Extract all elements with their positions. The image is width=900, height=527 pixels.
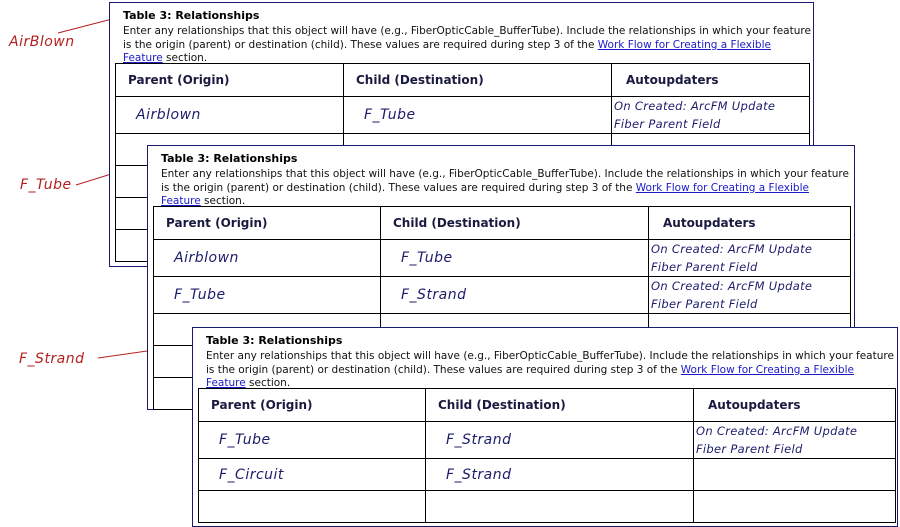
child-cell[interactable] <box>426 491 694 523</box>
description-text: Enter any relationships that this object will have (e.g., FiberOpticCable_BufferTube). Include the relationships in which your feature is the origin (parent) or destination (child). These values are required during step 3 of the <box>206 350 894 376</box>
autoupdater-cell[interactable] <box>694 422 896 459</box>
table-row <box>199 422 896 459</box>
child-header: Child (Destination) <box>344 64 612 97</box>
table-row <box>154 277 851 314</box>
autoupdaters-header: Autoupdaters <box>612 64 810 97</box>
autoupdater-line: Fiber Parent Field <box>696 442 803 456</box>
autoupdater-line: Fiber Parent Field <box>651 297 758 311</box>
relationships-card-f-strand <box>192 327 898 527</box>
parent-cell[interactable]: F_Tube <box>154 277 381 314</box>
child-cell[interactable]: F_Tube <box>381 240 649 277</box>
child-cell[interactable]: F_Strand <box>381 277 649 314</box>
autoupdater-line: Fiber Parent Field <box>614 117 721 131</box>
autoupdater-cell[interactable] <box>649 240 851 277</box>
parent-header: Parent (Origin) <box>154 207 381 240</box>
table-row <box>116 97 810 134</box>
parent-header: Parent (Origin) <box>116 64 344 97</box>
autoupdater-line: On Created: ArcFM Update <box>614 99 776 113</box>
parent-cell[interactable]: Airblown <box>154 240 381 277</box>
parent-cell[interactable]: Airblown <box>116 97 344 134</box>
annotation-airblown: AirBlown <box>9 34 75 50</box>
autoupdater-line: On Created: ArcFM Update <box>696 424 858 438</box>
parent-cell[interactable] <box>199 491 426 523</box>
card-title: Table 3: Relationships <box>206 334 343 347</box>
child-header: Child (Destination) <box>426 389 694 422</box>
autoupdater-line: Fiber Parent Field <box>651 260 758 274</box>
autoupdaters-header: Autoupdaters <box>649 207 851 240</box>
autoupdater-cell[interactable] <box>694 491 896 523</box>
description-text-end: section. <box>245 377 291 389</box>
description-text: Enter any relationships that this object will have (e.g., FiberOpticCable_BufferTube). Include the relationships in which your feature is the origin (parent) or destination (child). These values are required during step 3 of the <box>161 168 849 194</box>
relationships-table <box>198 388 896 523</box>
table-row <box>154 240 851 277</box>
airblown-leader <box>58 18 116 33</box>
description-text-end: section. <box>200 195 246 207</box>
description-text-end: section. <box>162 52 208 64</box>
table-row <box>199 459 896 491</box>
autoupdater-line: On Created: ArcFM Update <box>651 242 813 256</box>
card-title: Table 3: Relationships <box>123 9 260 22</box>
autoupdater-cell[interactable] <box>694 459 896 491</box>
header-row <box>116 64 810 97</box>
card-description <box>206 350 896 391</box>
autoupdater-cell[interactable] <box>649 277 851 314</box>
autoupdater-cell[interactable] <box>612 97 810 134</box>
workflow-link[interactable]: Work Flow for Creating a Flexible Feature <box>161 181 809 207</box>
child-header: Child (Destination) <box>381 207 649 240</box>
workflow-link[interactable]: Work Flow for Creating a Flexible Feature <box>123 38 771 64</box>
child-cell[interactable]: F_Strand <box>426 459 694 491</box>
autoupdater-line: On Created: ArcFM Update <box>651 279 813 293</box>
annotation-f-tube: F_Tube <box>20 177 72 193</box>
header-row <box>154 207 851 240</box>
workflow-link[interactable]: Work Flow for Creating a Flexible Feature <box>206 363 854 389</box>
annotation-f-strand: F_Strand <box>19 351 85 367</box>
parent-header: Parent (Origin) <box>199 389 426 422</box>
autoupdaters-header: Autoupdaters <box>694 389 896 422</box>
header-row <box>199 389 896 422</box>
table-row <box>199 491 896 523</box>
child-cell[interactable]: F_Strand <box>426 422 694 459</box>
description-text: Enter any relationships that this object will have (e.g., FiberOpticCable_BufferTube). Include the relationships in which your feature is the origin (parent) or destination (child). These values are required during step 3 of the <box>123 25 811 51</box>
card-description <box>161 168 851 209</box>
child-cell[interactable]: F_Tube <box>344 97 612 134</box>
parent-cell[interactable]: F_Circuit <box>199 459 426 491</box>
card-title: Table 3: Relationships <box>161 152 298 165</box>
parent-cell[interactable]: F_Tube <box>199 422 426 459</box>
card-description <box>123 25 813 66</box>
